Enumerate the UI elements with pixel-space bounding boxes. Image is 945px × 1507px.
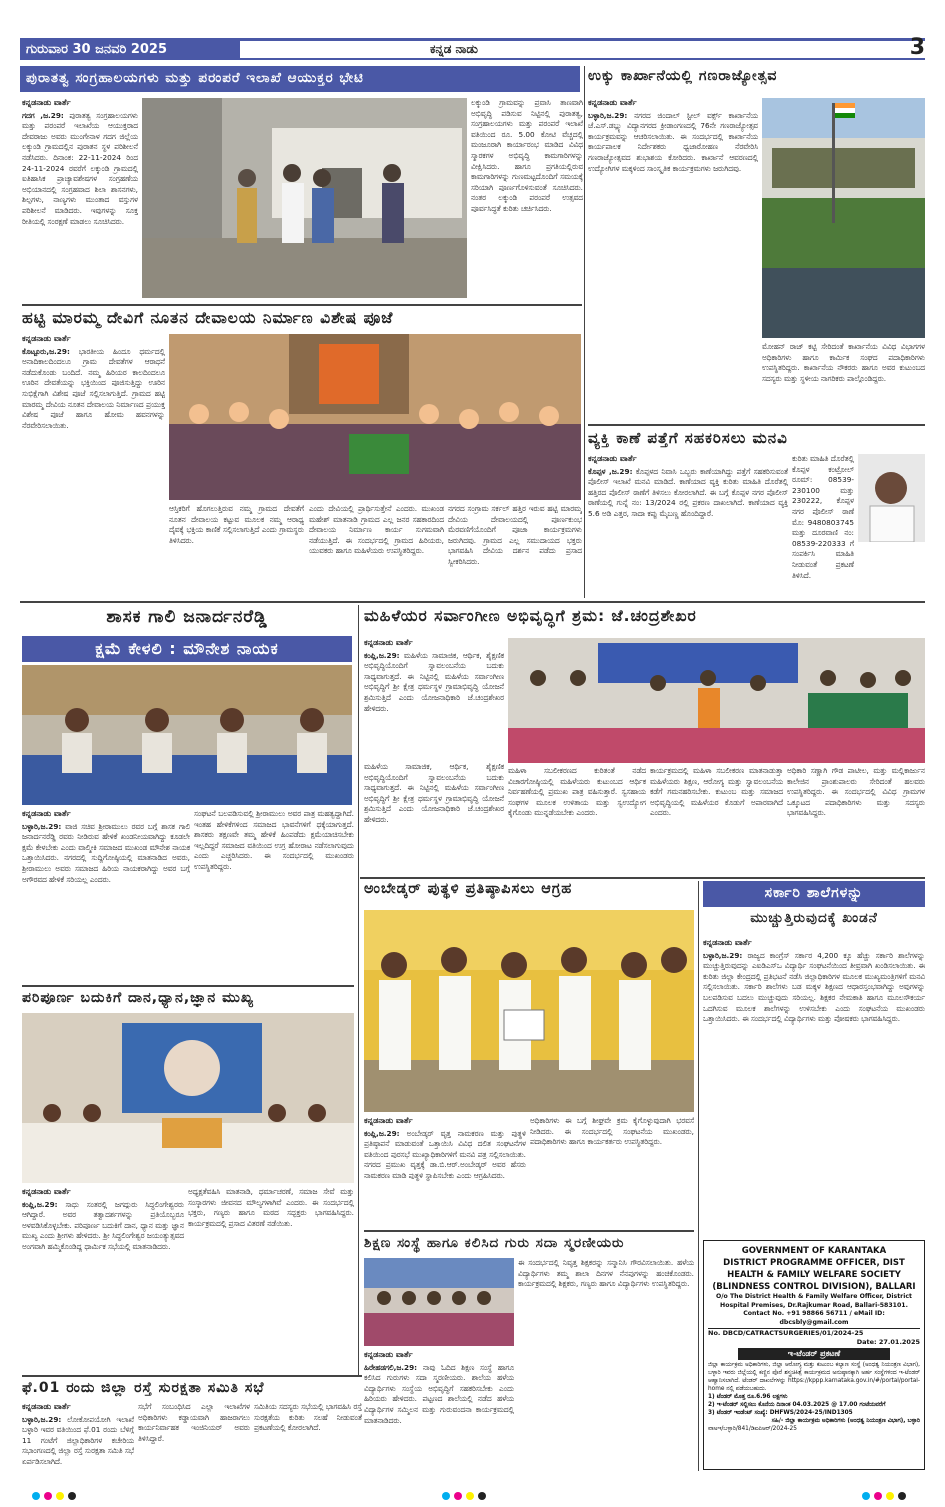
dateline: ಹಿರೇಹಡಗಲಿ,ಜ.29: [364,1362,418,1372]
headline-a11: ಫೆ.01 ರಂದು ಜಿಲ್ಲಾ ರಸ್ತೆ ಸುರಕ್ಷತಾ ಸಮಿತಿ ಸಭೆ [22,1375,362,1399]
page-number: 3 [909,35,925,60]
byline: ಕನ್ನಡನಾಡು ವಾರ್ತೆ [364,638,413,647]
article-a6-col1 [364,638,504,760]
dateline: ಕೊಟ್ಟೂರು,ಜ.29: [22,346,70,356]
headline-a8-line2: ಮುಚ್ಚುತ್ತಿರುವುದಕ್ಕೆ ಖಂಡನೆ [750,910,878,926]
article-text: ಸಾಧು ಸಂತರಲ್ಲಿ ಜಗದ್ಗುರು ಸಿದ್ಧಲಿಂಗೇಶ್ವರರು ಆಗಿದ್ದಾರೆ. ಅವರ ತತ್ವಾದರ್ಶಗಳನ್ನು ಪ್ರತಿಯೊಬ್ಬರೂ ಅಳವಡಿಸಿಕೊಳ್ಳಬೇಕು. ಪರಿಪೂರ್ಣ ಬದುಕಿಗೆ ದಾನ, ಧ್ಯಾನ ಮತ್ತು ಜ್ಞಾನ ಮುಖ್ಯ ಎಂದು ಶ್ರೀಗಳು ಹೇಳಿದರು. ಶ್ರೀ ಸಿದ್ಧಲಿಂಗೇಶ್ವರ ಜಯಂತ್ಯುತ್ಸವದ ಅಂಗವಾಗಿ ಹಮ್ಮಿಕೊಂಡಿದ್ದ ಧಾರ್ಮಿಕ ಸಭೆಯಲ್ಲಿ ಮಾತನಾಡಿದರು. [22,1199,184,1251]
article-text: ವಾಜಿ ಸಚಿವ ಶ್ರೀರಾಮುಲು ರವರ ಬಗ್ಗೆ ಶಾಸಕ ಗಾಲಿ ಜನಾರ್ದನರೆಡ್ಡಿ ರವರು ನೀಡಿರುವ ಹೇಳಿಕೆ ಖಂಡನೀಯವಾಗಿದ್ದು ಕೂಡಲೇ ಕ್ಷಮೆ ಕೇಳಬೇಕು ಎಂದು ವಾಲ್ಮೀಕಿ ಸಮಾಜದ ಮುಖಂಡ ಮೌನೇಶ ನಾಯಕ ಒತ್ತಾಯಿಸಿದರು. ನಗರದಲ್ಲಿ ಸುದ್ದಿಗೋಷ್ಠಿಯಲ್ಲಿ ಮಾತನಾಡಿದ ಅವರು, ಶ್ರೀರಾಮುಲು ಅವರು ಸಮಾಜದ ಹಿರಿಯ ನಾಯಕರಾಗಿದ್ದು ಅವರ ಬಗ್ಗೆ ಅಗೌರವದ ಹೇಳಿಕೆ ಸರಿಯಲ್ಲ ಎಂದರು. [22,821,190,884]
headline-a2: ಉಕ್ಕು ಕಾರ್ಖಾನೆಯಲ್ಲಿ ಗಣರಾಜ್ಯೋತ್ಸವ [588,68,778,84]
article-a10-col2: ಈ ಸಂದರ್ಭದಲ್ಲಿ ನಿವೃತ್ತ ಶಿಕ್ಷಕರನ್ನು ಸನ್ಮಾನಿಸಿ ಗೌರವಿಸಲಾಯಿತು. ಹಳೆಯ ವಿದ್ಯಾರ್ಥಿಗಳು ತಮ್ಮ ಶಾಲಾ ದಿನಗಳ ನೆನಪುಗಳನ್ನು ಹಂಚಿಕೊಂಡರು. ಕಾರ್ಯಕ್ರಮದಲ್ಲಿ ಶಿಕ್ಷಕರು, ಗಣ್ಯರು ಹಾಗೂ ವಿದ್ಯಾರ್ಥಿಗಳು ಉಪಸ್ಥಿತರಿದ್ದರು. [518,1258,694,1289]
article-text: ಅಂಬೇಡ್ಕರ್ ವೃತ್ತ ನಾಮಕರಣ ಮತ್ತು ಪುತ್ಥಳಿ ಪ್ರತಿಷ್ಠಾಪನೆ ಮಾಡುವಂತೆ ಒತ್ತಾಯಿಸಿ ವಿವಿಧ ದಲಿತ ಸಂಘಟನೆಗಳ ವತಿಯಿಂದ ಪುರಸಭೆ ಮುಖ್ಯಾಧಿಕಾರಿಗಳಿಗೆ ಮನವಿ ಪತ್ರ ಸಲ್ಲಿಸಲಾಯಿತು. ನಗರದ ಪ್ರಮುಖ ವೃತ್ತಕ್ಕೆ ಡಾ.ಬಿ.ಆರ್.ಅಂಬೇಡ್ಕರ್ ಅವರ ಹೆಸರು ನಾಮಕರಣ ಮಾಡಿ ಪುತ್ಥಳಿ ಸ್ಥಾಪಿಸಬೇಕು ಎಂದು ಆಗ್ರಹಿಸಿದರು. [364,1128,526,1180]
byline: ಕನ್ನಡನಾಡು ವಾರ್ತೆ [588,98,637,107]
article-a7-col2: ಅಧಿಕಾರಿಗಳು ಈ ಬಗ್ಗೆ ಶೀಘ್ರವೇ ಕ್ರಮ ಕೈಗೊಳ್ಳುವುದಾಗಿ ಭರವಸೆ ನೀಡಿದರು. ಈ ಸಂದರ್ಭದಲ್ಲಿ ಸಂಘಟನೆಯ ಮುಖಂಡರು, ಪದಾಧಿಕಾರಿಗಳು ಹಾಗೂ ಕಾರ್ಯಕರ್ತರು ಉಪಸ್ಥಿತರಿದ್ದರು. [530,1116,694,1147]
article-text: ಭಾರತೀಯ ಹಿಂದೂ ಧರ್ಮದಲ್ಲಿ ಅನಾದಿಕಾಲದಿಂದಲೂ ಗ್ರಾಮ ದೇವತೆಗಳ ಆರಾಧನೆ ನಡೆದುಕೊಂಡು ಬಂದಿದೆ. ನಮ್ಮ ಹಿರಿಯರ ಕಾಲದಿಂದಲೂ ಊರಿನ ದೇವತೆಯನ್ನು ಭಕ್ತಿಯಿಂದ ಪೂಜಿಸುತ್ತಿದ್ದು ಊರಿನ ಸುಭಿಕ್ಷೆಗಾಗಿ ವಿಶೇಷ ಪೂಜೆ ಸಲ್ಲಿಸಲಾಗುತ್ತಿದೆ. ಗ್ರಾಮದ ಹಟ್ಟಿ ಮಾರಮ್ಮ ದೇವಿಯ ನೂತನ ದೇವಾಲಯ ನಿರ್ಮಾಣದ ಪ್ರಯುಕ್ತ ವಿಶೇಷ ಪೂಜೆ ಹಾಗೂ ಹೋಮ ಹವನಗಳನ್ನು ನೆರವೇರಿಸಲಾಯಿತು. [22,346,165,430]
dateline: ಬಳ್ಳಾರಿ,ಜ.29: [22,1414,62,1424]
dateline: ಬಳ್ಳಾರಿ,ಜ.29: [22,821,62,831]
photo-missing-person [858,454,925,542]
photo-press-meet [22,665,352,805]
byline: ಕನ್ನಡನಾಡು ವಾರ್ತೆ [364,1116,413,1125]
headline-a5-line2: ಕ್ಷಮೆ ಕೇಳಲಿ : ಮೌನೇಶ ನಾಯಕ [22,636,352,662]
dateline: ಕಂಪ್ಲಿ,ಜ.29: [22,1199,58,1209]
article-a7-col1 [364,1116,526,1226]
article-a1-col2: ಲಕ್ಕುಂಡಿ ಗ್ರಾಮವನ್ನು ಪ್ರವಾಸಿ ತಾಣವಾಗಿ ಅಭಿವೃದ್ಧಿ ಪಡಿಸುವ ನಿಟ್ಟಿನಲ್ಲಿ ಪುರಾತತ್ವ, ಸಂಗ್ರಹಾಲಯಗಳು ಮತ್ತು ಪರಂಪರೆ ಇಲಾಖೆ ವತಿಯಿಂದ ರೂ. 5.00 ಕೋಟಿ ವೆಚ್ಚದಲ್ಲಿ ಮಂಜೂರಾಗಿ ಕಾರ್ಯಾರಂಭ ಮಾಡಿದ ವಿವಿಧ ಸ್ಮಾರಕಗಳ ಅಭಿವೃದ್ಧಿ ಕಾಮಗಾರಿಗಳನ್ನು ವೀಕ್ಷಿಸಿದರು. ಹಾಗೂ ಪ್ರಗತಿಯಲ್ಲಿರುವ ಕಾಮಗಾರಿಗಳನ್ನು ಗುಣಮಟ್ಟದೊಂದಿಗೆ ಸಮಯಕ್ಕೆ ಸರಿಯಾಗಿ ಪೂರ್ಣಗೊಳಿಸುವಂತೆ ಸೂಚಿಸಿದರು. ನಂತರ ಲಕ್ಕುಂಡಿ ಪರಂಪರೆ ಉತ್ಸವದ ಪೂರ್ವಸಿದ್ಧತೆ ಕುರಿತು ಚರ್ಚಿಸಿದರು. [471,98,583,213]
article-text: ರಾಜ್ಯದ ಕಾಂಗ್ರೆಸ್ ಸರ್ಕಾರ 4,200 ಕ್ಕೂ ಹೆಚ್ಚು ಸರ್ಕಾರಿ ಶಾಲೆಗಳನ್ನು ಮುಚ್ಚುತ್ತಿರುವುದನ್ನು ಎಐಡಿಎಸ್‌ಒ ವಿದ್ಯಾರ್ಥಿ ಸಂಘಟನೆಯಿಂದ ತೀವ್ರವಾಗಿ ಖಂಡಿಸಲಾಯಿತು. ಈ ಕುರಿತು ಜಿಲ್ಲಾ ಕೇಂದ್ರದಲ್ಲಿ ಪ್ರತಿಭಟನೆ ನಡೆಸಿ ಜಿಲ್ಲಾಧಿಕಾರಿಗಳ ಮೂಲಕ ಮುಖ್ಯಮಂತ್ರಿಗಳಿಗೆ ಮನವಿ ಸಲ್ಲಿಸಲಾಯಿತು. ಸರ್ಕಾರಿ ಶಾಲೆಗಳು ಬಡ ಮಕ್ಕಳ ಶಿಕ್ಷಣದ ಆಧಾರಸ್ತಂಭವಾಗಿದ್ದು ಅವುಗಳನ್ನು ಬಲಪಡಿಸುವ ಬದಲು ಮುಚ್ಚುವುದು ಸರಿಯಲ್ಲ. ಶಿಕ್ಷಕರ ನೇಮಕಾತಿ ಹಾಗೂ ಮೂಲಸೌಕರ್ಯ ಒದಗಿಸುವ ಮೂಲಕ ಶಾಲೆಗಳನ್ನು ಉಳಿಸಬೇಕು ಎಂದು ಸಂಘಟನೆಯ ಮುಖಂಡರು ಒತ್ತಾಯಿಸಿದರು. ಈ ಸಂದರ್ಭದಲ್ಲಿ ವಿದ್ಯಾರ್ಥಿಗಳು ಮತ್ತು ಪೋಷಕರು ಭಾಗವಹಿಸಿದ್ದರು. [703,950,925,1024]
article-a5-col1 [22,809,190,981]
article-a10-col1 [364,1350,514,1468]
article-a6-col4: ಕಾರ್ಯಕ್ರಮದಲ್ಲಿ ಮಹಿಳಾ ಸಬಲೀಕರಣ ಮಾತನಾಡುತ್ತಾ ಮಹಿಳೆಯರು ಶಿಕ್ಷಣ, ಆರೋಗ್ಯ ಮತ್ತು ಸ್ವಾವಲಂಬನೆಯ ಕಡೆಗೆ ಗಮನಹರಿಸಬೇಕು. ಕುಟುಂಬ ಮತ್ತು ಸಮಾಜದ ಅಭಿವೃದ್ಧಿಯಲ್ಲಿ ಮಹಿಳೆಯರ ಕೊಡುಗೆ ಅಪಾರವಾಗಿದೆ ಎಂದರು. [650,766,783,818]
photo-museum-visit [142,98,467,298]
ad-date: Date: 27.01.2025 [856,1338,920,1346]
article-a11-col3: ಸಮಿತಿಯ ಸದಸ್ಯರು ಸಭೆಯಲ್ಲಿ ಭಾಗವಹಿಸಿ ರಸ್ತೆ ಸುರಕ್ಷತೆಯ ಕುರಿತು ಸಲಹೆ ನೀಡುವಂತೆ ಪ್ರಕಟಣೆಯಲ್ಲಿ ಕೋರಲಾಗಿದೆ. [254,1402,362,1433]
photo-republic-day [762,98,925,338]
headline-a6: ಮಹಿಳೆಯರ ಸರ್ವಾಂಗೀಣ ಅಭಿವೃದ್ಧಿಗೆ ಶ್ರಮ: ಜೆ.ಚಂದ್ರಶೇಖರ [364,607,697,625]
photo-temple-pooja [169,334,581,500]
ad-title: ಇ-ಟೆಂಡರ್ ಪ್ರಕಟಣೆ [738,1348,890,1360]
article-a3-col4: ನಗರದ ಸಂಗ್ರಾಮ ಸರ್ಕಲ್ ಹತ್ತಿರ ಇರುವ ಹಟ್ಟಿ ಮಾರಮ್ಮ ದೇವಿಯ ದೇವಾಲಯದಲ್ಲಿ ಪೂರ್ಣಕುಂಭ ಮೆರವಣಿಗೆಯೊಂದಿಗೆ ಪೂಜಾ ಕಾರ್ಯಕ್ರಮಗಳು ಜರುಗಿದವು. ಗ್ರಾಮದ ಎಲ್ಲ ಸಮುದಾಯದ ಭಕ್ತರು ಭಾಗವಹಿಸಿ ದೇವಿಯ ದರ್ಶನ ಪಡೆದು ಪ್ರಸಾದ ಸ್ವೀಕರಿಸಿದರು. [448,504,582,566]
byline: ಕನ್ನಡನಾಡು ವಾರ್ತೆ [588,454,637,463]
article-a4-col2: ಕುರಿತು ಮಾಹಿತಿ ದೊರೆತಲ್ಲಿ ಕೊಪ್ಪಳ ಕಂಟ್ರೋಲ್ ರೂಮ್: 08539-230100 ಮತ್ತು 230222, ಕೊಪ್ಪಳ ನಗರ ಪೊಲೀಸ್ ಠಾಣೆ ಮೊ: 9480803745 ಮತ್ತು ದೂರವಾಣಿ ನಂ: 08539-220333 ಗೆ ಸಂಪರ್ಕಿಸಿ ಮಾಹಿತಿ ನೀಡುವಂತೆ ಪ್ರಕಟಣೆ ತಿಳಿಸಿದೆ. [792,454,854,580]
ad-spec: 1) ಟೆಂಡರ್ ಮೊತ್ತ ರೂ.6.96 ಲಕ್ಷಗಳು [708,1394,788,1400]
byline: ಕನ್ನಡನಾಡು ವಾರ್ತೆ [22,1402,71,1411]
article-text: ಕೊಪ್ಪಳದ ನಿವಾಸಿ ಒಬ್ಬರು ಕಾಣೆಯಾಗಿದ್ದು ಪತ್ತೆಗೆ ಸಹಕರಿಸುವಂತೆ ಪೊಲೀಸ್ ಇಲಾಖೆ ಮನವಿ ಮಾಡಿದೆ. ಕಾಣೆಯಾದ ವ್ಯಕ್ತಿ ಕುರಿತು ಮಾಹಿತಿ ದೊರೆತಲ್ಲಿ ಹತ್ತಿರದ ಪೊಲೀಸ್ ಠಾಣೆಗೆ ತಿಳಿಸಲು ಕೋರಲಾಗಿದೆ. ಈ ಬಗ್ಗೆ ಕೊಪ್ಪಳ ನಗರ ಪೊಲೀಸ್ ಠಾಣೆಯಲ್ಲಿ ಗುನ್ನೆ ನಂ: 13/2024 ರಲ್ಲಿ ಪ್ರಕರಣ ದಾಖಲಾಗಿದೆ. ಕಾಣೆಯಾದ ವ್ಯಕ್ತಿ 5.6 ಅಡಿ ಎತ್ತರ, ಸಾದಾ ಕಪ್ಪು ಮೈಬಣ್ಣ ಹೊಂದಿದ್ದಾರೆ. [588,466,788,518]
dateline: ಗದಗ ,ಜ.29: [22,110,64,120]
ad-body: ಜಿಲ್ಲಾ ಕಾರ್ಯಕ್ರಮ ಅಧಿಕಾರಿಗಳು, ಜಿಲ್ಲಾ ಆರೋಗ್ಯ ಮತ್ತು ಕುಟುಂಬ ಕಲ್ಯಾಣ ಸಂಸ್ಥೆ (ಅಂಧತ್ವ ನಿಯಂತ್ರಣ ವಿಭಾಗ), ಬಳ್ಳಾರಿ ಇವರು ಜಿಲ್ಲೆಯಲ್ಲಿ ಕಣ್ಣಿನ ಪೊರೆ ಶಸ್ತ್ರಚಿಕಿತ್ಸೆ ಕಾರ್ಯಕ್ರಮದ ಅನುಷ್ಠಾನಕ್ಕಾಗಿ ಅರ್ಹ ಸಂಸ್ಥೆಗಳಿಂದ ಇ-ಟೆಂಡರ್ ಆಹ್ವಾನಿಸಲಾಗಿದೆ. ಟೆಂಡರ್ ದಾಖಲೆಗಳನ್ನು https://kppp.karnataka.gov.in/#/portal/portal-home ನಲ್ಲಿ ಪಡೆಯಬಹುದು. [708,1362,920,1392]
article-a3-col1 [22,334,165,598]
column-divider [698,881,699,1471]
ad-address: Hospital Premises, Dr.Rajkumar Road, Ballari-583101. [720,1301,908,1309]
dateline: ಕಂಪ್ಲಿ,ಜ.29: [364,1128,400,1138]
photo-religious-meet [22,1013,354,1183]
photo-alumni-meet [364,1258,514,1346]
masthead: ಕನ್ನಡ ನಾಡು [430,42,478,56]
dateline: ಕಂಪ್ಲಿ,ಜ.29: [364,650,400,660]
ad-line: HEALTH & FAMILY WELFARE SOCIETY [727,1270,901,1280]
dateline: ಬಳ್ಳಾರಿ,ಜ.29: [588,110,628,120]
article-a2-col2: ಮೋಹನ್ ರಾಜ್ ಕಟ್ಟಿ ಸೇರಿದಂತೆ ಕಾರ್ಖಾನೆಯ ವಿವಿಧ ವಿಭಾಗಗಳ ಅಧಿಕಾರಿಗಳು ಹಾಗೂ ಕಾರ್ಮಿಕ ಸಂಘದ ಪದಾಧಿಕಾರಿಗಳು ಉಪಸ್ಥಿತರಿದ್ದರು. ಕಾರ್ಖಾನೆಯ ನೌಕರರು ಹಾಗೂ ಅವರ ಕುಟುಂಬದ ಸದಸ್ಯರು ಮತ್ತು ಸ್ಥಳೀಯ ನಾಗರಿಕರು ಪಾಲ್ಗೊಂಡಿದ್ದರು. [762,342,925,383]
tender-advertisement [703,1240,925,1470]
article-a5-col2: ಸಂಘಟನೆ ಬಲಪಡಿಸುವಲ್ಲಿ ಶ್ರೀರಾಮುಲು ಅವರ ಪಾತ್ರ ಮಹತ್ವದ್ದಾಗಿದೆ. ಇಂತಹ ಹೇಳಿಕೆಗಳಿಂದ ಸಮಾಜದ ಭಾವನೆಗಳಿಗೆ ಧಕ್ಕೆಯಾಗುತ್ತದೆ. ಶಾಸಕರು ತಕ್ಷಣವೇ ತಮ್ಮ ಹೇಳಿಕೆ ಹಿಂಪಡೆದು ಕ್ಷಮೆಯಾಚಿಸಬೇಕು ಇಲ್ಲದಿದ್ದರೆ ಸಮಾಜದ ವತಿಯಿಂದ ಉಗ್ರ ಹೋರಾಟ ನಡೆಸಲಾಗುವುದು ಎಂದು ಎಚ್ಚರಿಸಿದರು. ಈ ಸಂದರ್ಭದಲ್ಲಿ ಮುಖಂಡರು ಉಪಸ್ಥಿತರಿದ್ದರು. [194,809,354,871]
article-text: ಲೋಕೋಪಯೋಗಿ ಇಲಾಖೆ ಬಳ್ಳಾರಿ ಇವರ ವತಿಯಿಂದ ಫೆ.01 ರಂದು ಬೆಳಿಗ್ಗೆ 11 ಗಂಟೆಗೆ ಜಿಲ್ಲಾಧಿಕಾರಿಗಳ ಕಚೇರಿಯ ಸಭಾಂಗಣದಲ್ಲಿ ಜಿಲ್ಲಾ ರಸ್ತೆ ಸುರಕ್ಷತಾ ಸಮಿತಿ ಸಭೆ ಏರ್ಪಡಿಸಲಾಗಿದೆ. [22,1414,134,1466]
article-text: ಮಹಿಳೆಯ ಸಾಮಾಜಿಕ, ಆರ್ಥಿಕ, ಶೈಕ್ಷಣಿಕ ಅಭಿವೃದ್ಧಿಯೊಂದಿಗೆ ಸ್ವಾವಲಂಬನೆಯ ಬದುಕು ಸಾಧ್ಯವಾಗುತ್ತದೆ. ಈ ನಿಟ್ಟಿನಲ್ಲಿ ಮಹಿಳೆಯ ಸರ್ವಾಂಗೀಣ ಅಭಿವೃದ್ಧಿಗೆ ಶ್ರೀ ಕ್ಷೇತ್ರ ಧರ್ಮಸ್ಥಳ ಗ್ರಾಮಾಭಿವೃದ್ಧಿ ಯೋಜನೆ ಶ್ರಮಿಸುತ್ತಿದೆ ಎಂದು ಯೋಜನಾಧಿಕಾರಿ ಜೆ.ಚಂದ್ರಶೇಖರ ಹೇಳಿದರು. [364,650,504,713]
byline: ಕನ್ನಡನಾಡು ವಾರ್ತೆ [22,334,71,343]
ad-contact: Contact No. +91 98866 56711 / eMail ID: dbcsbly@gmail.com [708,1310,920,1329]
ad-address: O/o The District Health & Family Welfare Officer, District [716,1293,912,1300]
article-text: ನಗರದ ಜಿಂದಾಲ್ ಸ್ಟೀಲ್ ವರ್ಕ್ಸ್ ಕಾರ್ಖಾನೆಯ ಜೆ.ಎಸ್.ಡಬ್ಲ್ಯು ವಿದ್ಯಾನಗರದ ಕ್ರೀಡಾಂಗಣದಲ್ಲಿ 76ನೇ ಗಣರಾಜ್ಯೋತ್ಸವ ಕಾರ್ಯಕ್ರಮವನ್ನು ಆಚರಿಸಲಾಯಿತು. ಈ ಸಂದರ್ಭದಲ್ಲಿ ಕಾರ್ಖಾನೆಯ ಕಾರ್ಯಪಾಲಕ ನಿರ್ದೇಶಕರು ಧ್ವಜಾರೋಹಣ ನೆರವೇರಿಸಿ ಗಣರಾಜ್ಯೋತ್ಸವದ ಶುಭಾಶಯ ಕೋರಿದರು. ಕಾರ್ಖಾನೆ ಆವರಣದಲ್ಲಿ ಉದ್ಯೋಗಿಗಳ ಮಕ್ಕಳಿಂದ ಸಾಂಸ್ಕೃತಿಕ ಕಾರ್ಯಕ್ರಮಗಳು ಜರುಗಿದವು. [588,110,758,173]
article-a3-col2: ಆಸ್ತಿಕರಿಗೆ ಹೊಗಲುತ್ತಿರುವ ನಮ್ಮ ಗ್ರಾಮದ ದೇವತೆಗೆ ನೂತನ ದೇವಾಲಯ ಕಟ್ಟುವ ಮೂಲಕ ನಮ್ಮ ಆರಾಧ್ಯ ದೈವಕ್ಕೆ ಭಕ್ತಿಯ ಕಾಣಿಕೆ ಸಲ್ಲಿಸಲಾಗುತ್ತಿದೆ ಎಂದು ಗ್ರಾಮಸ್ಥರು ತಿಳಿಸಿದರು. [169,504,304,545]
article-a6-col5: ಅಧಿಕಾರಿ ಸಣ್ಣಾಗಿ ಗೌಡ ಪಾಟೀಲ, ಮತ್ತು ಮಲ್ಲಿಕಾರ್ಜುನ ಕಾಲೇಜಿನ ಪ್ರಾಂಶುಪಾಲರು ಸೇರಿದಂತೆ ಹಲವರು ಉಪಸ್ಥಿತರಿದ್ದರು. ಈ ಸಂದರ್ಭದಲ್ಲಿ ವಿವಿಧ ಗ್ರಾಮಗಳ ಒಕ್ಕೂಟದ ಪದಾಧಿಕಾರಿಗಳು ಮತ್ತು ಸದಸ್ಯರು ಭಾಗವಹಿಸಿದ್ದರು. [787,766,925,818]
article-a11-col1 [22,1402,134,1468]
headline-a1: ಪುರಾತತ್ವ ಸಂಗ್ರಹಾಲಯಗಳು ಮತ್ತು ಪರಂಪರೆ ಇಲಾಖೆ ಆಯುಕ್ತರ ಭೇಟಿ [20,66,580,92]
section-divider [20,601,925,603]
headline-a4: ವ್ಯಕ್ತಿ ಕಾಣೆ ಪತ್ತೆಗೆ ಸಹಕರಿಸಲು ಮನವಿ [588,424,925,450]
article-a8-body [703,938,925,1234]
article-a1-col1 [22,98,138,298]
byline: ಕನ್ನಡನಾಡು ವಾರ್ತೆ [22,1187,71,1196]
headline-a3: ಹಟ್ಟಿ ಮಾರಮ್ಮ ದೇವಿಗೆ ನೂತನ ದೇವಾಲಯ ನಿರ್ಮಾಣ ವಿಶೇಷ ಪೂಜೆ [22,304,582,330]
article-a2-col1 [588,98,758,338]
headline-a10: ಶಿಕ್ಷಣ ಸಂಸ್ಥೆ ಹಾಗೂ ಕಲಿಸಿದ ಗುರು ಸದಾ ಸ್ಮರಣೀಯರು [364,1230,694,1254]
article-a9-col2: ಅಧ್ಯಕ್ಷತೆವಹಿಸಿ ಮಾತನಾಡಿ, ಧರ್ಮಾಚರಣೆ, ಸಮಾಜ ಸೇವೆ ಮತ್ತು ಸಂಸ್ಕಾರಗಳು ಜೀವನದ ಮೌಲ್ಯಗಳಾಗಿವೆ ಎಂದರು. ಈ ಸಂದರ್ಭದಲ್ಲಿ ಭಕ್ತರು, ಗಣ್ಯರು ಹಾಗೂ ಮಠದ ಸದ್ಭಕ್ತರು ಭಾಗವಹಿಸಿದ್ದರು. ಕಾರ್ಯಕ್ರಮದಲ್ಲಿ ಪ್ರಸಾದ ವಿತರಣೆ ನಡೆಯಿತು. [188,1187,354,1228]
ad-reference: No. DBCD/CATRACTSURGERIES/01/2024-25 [708,1329,864,1337]
ad-line: DISTRICT PROGRAMME OFFICER, DIST [723,1258,905,1268]
byline: ಕನ್ನಡನಾಡು ವಾರ್ತೆ [22,809,71,818]
ad-spec: 3) ಟೆಂಡರ್ ಇಂಡೆಂಟ್ ಸಂಖ್ಯೆ: DHFWS/2024-25/IND1305 [708,1410,853,1416]
ad-line: GOVERNMENT OF KARANTAKA [741,1246,887,1256]
byline: ಕನ್ನಡನಾಡು ವಾರ್ತೆ [703,938,752,947]
article-a6-col2: ಮಹಿಳೆಯ ಸಾಮಾಜಿಕ, ಆರ್ಥಿಕ, ಶೈಕ್ಷಣಿಕ ಅಭಿವೃದ್ಧಿಯೊಂದಿಗೆ ಸ್ವಾವಲಂಬನೆಯ ಬದುಕು ಸಾಧ್ಯವಾಗುತ್ತದೆ. ಈ ನಿಟ್ಟಿನಲ್ಲಿ ಮಹಿಳೆಯ ಸರ್ವಾಂಗೀಣ ಅಭಿವೃದ್ಧಿಗೆ ಶ್ರೀ ಕ್ಷೇತ್ರ ಧರ್ಮಸ್ಥಳ ಗ್ರಾಮಾಭಿವೃದ್ಧಿ ಯೋಜನೆ ಶ್ರಮಿಸುತ್ತಿದೆ ಎಂದು ಯೋಜನಾಧಿಕಾರಿ ಜೆ.ಚಂದ್ರಶೇಖರ ಹೇಳಿದರು. [364,762,504,824]
headline-a9: ಪರಿಪೂರ್ಣ ಬದುಕಿಗೆ ದಾನ,ಧ್ಯಾನ,ಜ್ಞಾನ ಮುಖ್ಯ [22,985,354,1009]
article-a6-col3: ಮಹಿಳಾ ಸಬಲೀಕರಣದ ಕುರಿತಂತೆ ನಡೆದ ವಿಚಾರಗೋಷ್ಠಿಯಲ್ಲಿ ಮಹಿಳೆಯರು ಕುಟುಂಬದ ಆರ್ಥಿಕ ನಿರ್ವಹಣೆಯಲ್ಲಿ ಪ್ರಮುಖ ಪಾತ್ರ ವಹಿಸುತ್ತಾರೆ. ಸ್ವಸಹಾಯ ಸಂಘಗಳ ಮೂಲಕ ಉಳಿತಾಯ ಮತ್ತು ಸ್ವಉದ್ಯೋಗ ಕೈಗೊಂಡು ಮುನ್ನಡೆಯಬೇಕು ಎಂದರು. [508,766,646,818]
article-a9-col1 [22,1187,184,1371]
print-registration-marks [860,1485,908,1504]
ad-signature: ಸಹಿ/- ಜಿಲ್ಲಾ ಕಾರ್ಯಕ್ರಮ ಅಧಿಕಾರಿಗಳು (ಅಂಧತ್ವ ನಿಯಂತ್ರಣ ವಿಭಾಗ), ಬಳ್ಳಾರಿ [771,1418,920,1424]
print-registration-marks [30,1485,78,1504]
column-divider [584,66,585,598]
byline: ಕನ್ನಡನಾಡು ವಾರ್ತೆ [364,1350,413,1359]
issue-date: ಗುರುವಾರ 30 ಜನವರಿ 2025 [20,41,240,60]
section-divider [360,877,925,879]
ad-footer: ವಾಅಇ/ಬಳ್ಳಾರಿ/841/ಡಿಐಪಿಆರ್/2024-25 [708,1426,797,1432]
article-text: ಪುರಾತತ್ವ ಸಂಗ್ರಹಾಲಯಗಳು ಮತ್ತು ಪರಂಪರೆ ಇಲಾಖೆಯ ಆಯುಕ್ತರಾದ ದೇವರಾಜು ಅವರು ಮುಂಗೇನಾಳ ಗದಗ ಜಿಲ್ಲೆಯ ಲಕ್ಕುಂಡಿ ಗ್ರಾಮದಲ್ಲಿನ ಪುರಾತನ ಸ್ಥಳ ಪರಿಶೀಲನೆ ನಡೆಸಿದರು. ದಿನಾಂಕ: 22-11-2024 ರಿಂದ 24-11-2024 ರವರೆಗೆ ಲಕ್ಕುಂಡಿ ಗ್ರಾಮದಲ್ಲಿ ಐತಿಹಾಸಿಕ ಪ್ರಾಚ್ಯಾವಶೇಷಗಳ ಸಂಗ್ರಹಣೆಯ ಅಭಿಯಾನದಲ್ಲಿ ಸಂಗ್ರಹವಾದ ಶಿಲಾ ಶಾಸನಗಳು, ಶಿಲ್ಪಗಳು, ನಾಣ್ಯಗಳು ಮುಂತಾದ ವಸ್ತುಗಳ ಪರಿಶೀಲನೆ ಮಾಡಿದರು. ಇವುಗಳನ್ನು ಸೂಕ್ತ ರೀತಿಯಲ್ಲಿ ಸಂರಕ್ಷಣೆ ಮಾಡಲು ಸೂಚಿಸಿದರು. [22,110,138,226]
print-registration-marks [440,1485,488,1504]
column-divider [358,605,359,1375]
photo-memorandum [364,910,694,1112]
article-a4-col1 [588,454,788,598]
article-a11-col2: ಸಭೆಗೆ ಸಂಬಂಧಿಸಿದ ಎಲ್ಲಾ ಇಲಾಖೆಗಳ ಅಧಿಕಾರಿಗಳು ಕಡ್ಡಾಯವಾಗಿ ಹಾಜರಾಗಲು ಕಾರ್ಯನಿರ್ವಾಹಕ ಇಂಜಿನಿಯರ್ ಅವರು ತಿಳಿಸಿದ್ದಾರೆ. [138,1402,250,1443]
headline-a7: ಅಂಬೇಡ್ಕರ್ ಪುತ್ಥಳಿ ಪ್ರತಿಷ್ಠಾಪಿಸಲು ಆಗ್ರಹ [364,881,573,897]
article-a3-col3: ಎಂದು ದೇವಿಯಲ್ಲಿ ಪ್ರಾರ್ಥಿಸುತ್ತೇನೆ ಎಂದರು. ಮುಖಂಡ ಮಹೇಶ್ ಮಾತನಾಡಿ ಗ್ರಾಮದ ಎಲ್ಲ ಜನರ ಸಹಕಾರದಿಂದ ದೇವಾಲಯ ನಿರ್ಮಾಣ ಕಾರ್ಯ ಸುಗಮವಾಗಿ ನಡೆಯುತ್ತಿದೆ. ಈ ಸಂದರ್ಭದಲ್ಲಿ ಗ್ರಾಮದ ಹಿರಿಯರು, ಯುವಕರು ಹಾಗೂ ಮಹಿಳೆಯರು ಉಪಸ್ಥಿತರಿದ್ದರು. [309,504,444,556]
byline: ಕನ್ನಡನಾಡು ವಾರ್ತೆ [22,98,71,107]
headline-a8-line1: ಸರ್ಕಾರಿ ಶಾಲೆಗಳನ್ನು [703,881,925,907]
ad-line: (BLINDNESS CONTROL DIVISION), BALLARI [712,1282,916,1292]
article-text: ನಾವು ಓದಿದ ಶಿಕ್ಷಣ ಸಂಸ್ಥೆ ಹಾಗೂ ಕಲಿಸಿದ ಗುರುಗಳು ಸದಾ ಸ್ಮರಣೀಯರು. ಶಾಲೆಯ ಹಳೆಯ ವಿದ್ಯಾರ್ಥಿಗಳು ಸಂಸ್ಥೆಯ ಅಭಿವೃದ್ಧಿಗೆ ಸಹಕರಿಸಬೇಕು ಎಂದು ಹಿರಿಯರು ಹೇಳಿದರು. ಪಟ್ಟಣದ ಶಾಲೆಯಲ್ಲಿ ನಡೆದ ಹಳೆಯ ವಿದ್ಯಾರ್ಥಿಗಳ ಸಮ್ಮಿಲನ ಮತ್ತು ಗುರುವಂದನಾ ಕಾರ್ಯಕ್ರಮದಲ್ಲಿ ಮಾತನಾಡಿದರು. [364,1362,514,1425]
photo-women-program [508,638,925,763]
dateline: ಬಳ್ಳಾರಿ,ಜ.29: [703,950,743,960]
dateline: ಕೊಪ್ಪಳ ,ಜ.29: [588,466,633,476]
page-header [20,35,925,60]
headline-a5-line1: ಶಾಸಕ ಗಾಲಿ ಜನಾರ್ದನರೆಡ್ಡಿ [106,607,268,627]
ad-spec: 2) ಇ-ಟೆಂಡರ್ ಸಲ್ಲಿಸಲು ಕೊನೆಯ ದಿನಾಂಕ 04.03.2025 @ 17.00 ಗಂಟೆಯವರೆಗೆ [708,1402,886,1408]
